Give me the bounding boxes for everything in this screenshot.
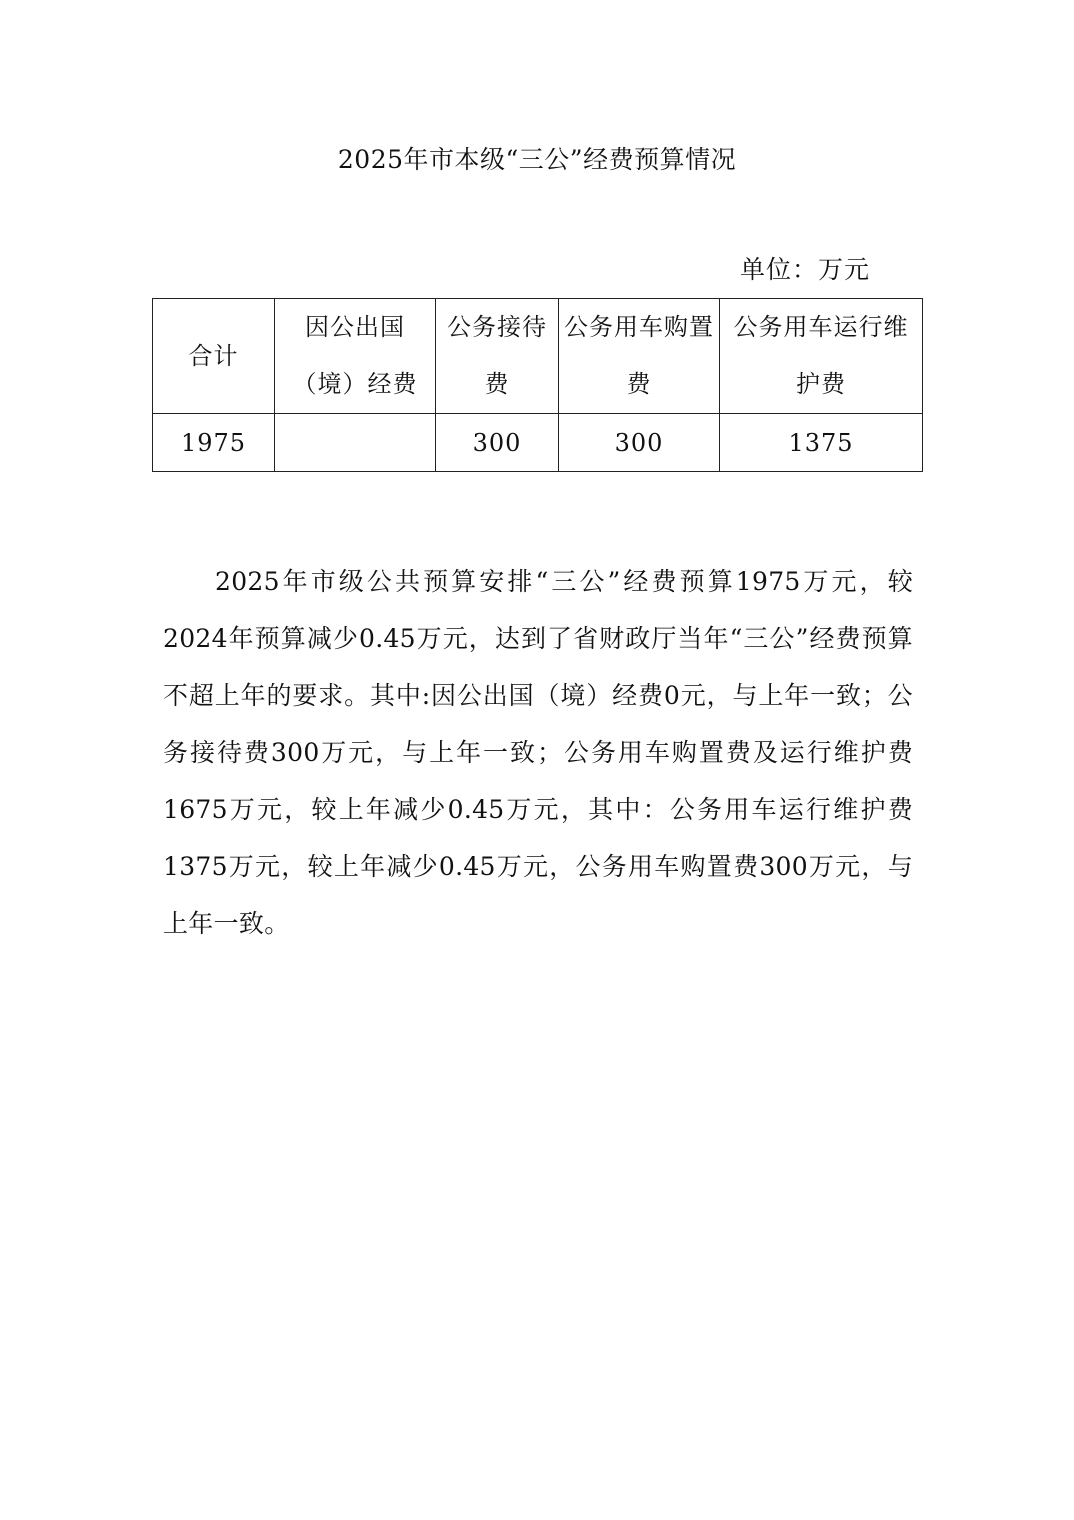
header-vehicle-operation: 公务用车运行维护费: [720, 299, 923, 414]
header-overseas-travel: 因公出国（境）经费: [275, 299, 436, 414]
cell-vehicle-purchase: 300: [559, 414, 720, 472]
cell-vehicle-operation: 1375: [720, 414, 923, 472]
header-vehicle-purchase: 公务用车购置费: [559, 299, 720, 414]
table-row: [153, 414, 923, 472]
table-header-row: [153, 299, 923, 414]
cell-overseas-travel: [275, 414, 436, 472]
header-official-reception: 公务接待费: [436, 299, 559, 414]
body-paragraph: 2025年市级公共预算安排“三公”经费预算1975万元，较2024年预算减少0.45万元，达到了省财政厅当年“三公”经费预算不超上年的要求。其中:因公出国（境）经费0元，与上年一致；公务接待费300万元，与上年一致；公务用车购置费及运行维护费1675万元，较上年减少0.45万元，其中：公务用车运行维护费1375万元，较上年减少0.45万元，公务用车购置费300万元，与上年一致。: [163, 567, 913, 938]
budget-table: [152, 298, 923, 472]
cell-official-reception: 300: [436, 414, 559, 472]
document-title: 2025年市本级“三公”经费预算情况: [337, 145, 737, 174]
header-total: 合计: [153, 299, 275, 414]
unit-label: 单位：万元: [740, 255, 871, 284]
cell-total: 1975: [153, 414, 275, 472]
